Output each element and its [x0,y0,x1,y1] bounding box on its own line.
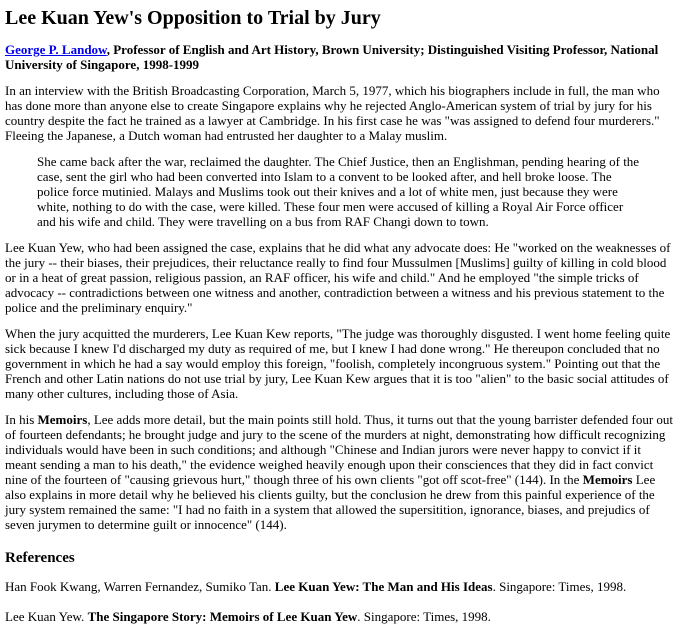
block-quote: She came back after the war, reclaimed the daughter. The Chief Justice, then an Englishman, pending hearing of the case, sent the girl who had been converted into Islam to a convent to be looked after, and hell broke loose. The police force mutinied. Malays and Muslims took out their knives and a lot of white men, just because they were white, nothing to do with the case, were killed. These four men were accused of killing a Royal Air Force officer and his wife and child. They were travelling on a bus from RAF Changi down to town. [37,154,640,229]
author-link[interactable]: George P. Landow [5,42,107,57]
reference-title: The Singapore Story: Memoirs of Lee Kuan Yew [87,609,358,624]
text: In his [5,412,38,427]
author-line [5,42,675,72]
reference-title: Lee Kuan Yew: The Man and His Ideas [274,579,493,594]
references-heading: References [5,550,75,566]
text: Lee also explains in more detail why he believed his clients guilty, but the conclusion he drew from this painful experience of the jury system remained the same: "I had no faith in a system that allowed the supersitition, ignorance, biases, and prejudics of seven jurymen to determine guilt or innocence" (144). [5,472,656,532]
page-title: Lee Kuan Yew's Opposition to Trial by Jury [5,7,381,29]
memoirs-title: Memoirs [37,412,88,427]
text: , Lee adds more detail, but the main points still hold. Thus, it turns out that the young barrister defended four out of fourteen defendants; he brought judge and jury to the scene of the murders at night, demonstrating how difficult recognizing individuals would have been in such conditions; and although "Chinese and Indian jurors were never happy to convict if it meant sending a man to his death," the evidence weighed heavily enough upon their consciences that they did in fact convict nine of the fourteen of "causing grievous hurt," though three of his own clients "got off scot-free" (144). In the [5,412,674,487]
reference-item [5,579,675,594]
paragraph-advocacy: Lee Kuan Yew, who had been assigned the case, explains that he did what any advocate does: He "worked on the weaknesses of the jury -- their biases, their prejudices, their reluctance really to find four Mussulmen [Muslims] guilty of killing in cold blood or in a heat of great passion, religious passion, an RAF officer, his wife and child." And he employed "the simple tricks of advocacy -- contradictions between one witness and another, contradiction between a witness and his previous statement to the police and the preliminary enquiry." [5,240,671,315]
reference-item [5,609,675,624]
paragraph-memoirs [5,412,675,532]
paragraph-acquittal: When the jury acquitted the murderers, Lee Kuan Kew reports, "The judge was thoroughly disgusted. I went home feeling quite sick because I knew I'd discharged my duty as required of me, but I knew I had done wrong." He thereupon concluded that no government in which he had a say would employ this foreign, "foolish, completely incongruous system." Pointing out that the French and other Latin nations do not use trial by jury, Lee Kuan Kew argues that it is too "alien" to the basic social attitudes of many other cultures, including those of Asia. [5,326,671,401]
reference-publisher: . Singapore: Times, 1998. [357,609,491,624]
paragraph-intro: In an interview with the British Broadcasting Corporation, March 5, 1977, which his biographers include in full, the man who has done more than anyone else to create Singapore explains why he rejected Anglo-American system of trial by jury for his country despite the fact he trained as a lawyer at Cambridge. In his first case he was "was assigned to defend four murderers." Fleeing the Japanese, a Dutch woman had entrusted her daughter to a Malay muslim. [5,83,660,143]
author-affiliation: , Professor of English and Art History, Brown University; Distinguished Visiting Professor, National University of Singapore, 1998-1999 [5,42,659,72]
reference-authors: Lee Kuan Yew. [5,609,88,624]
reference-authors: Han Fook Kwang, Warren Fernandez, Sumiko Tan. [5,579,275,594]
reference-publisher: . Singapore: Times, 1998. [492,579,627,594]
memoirs-title: Memoirs [582,472,633,487]
